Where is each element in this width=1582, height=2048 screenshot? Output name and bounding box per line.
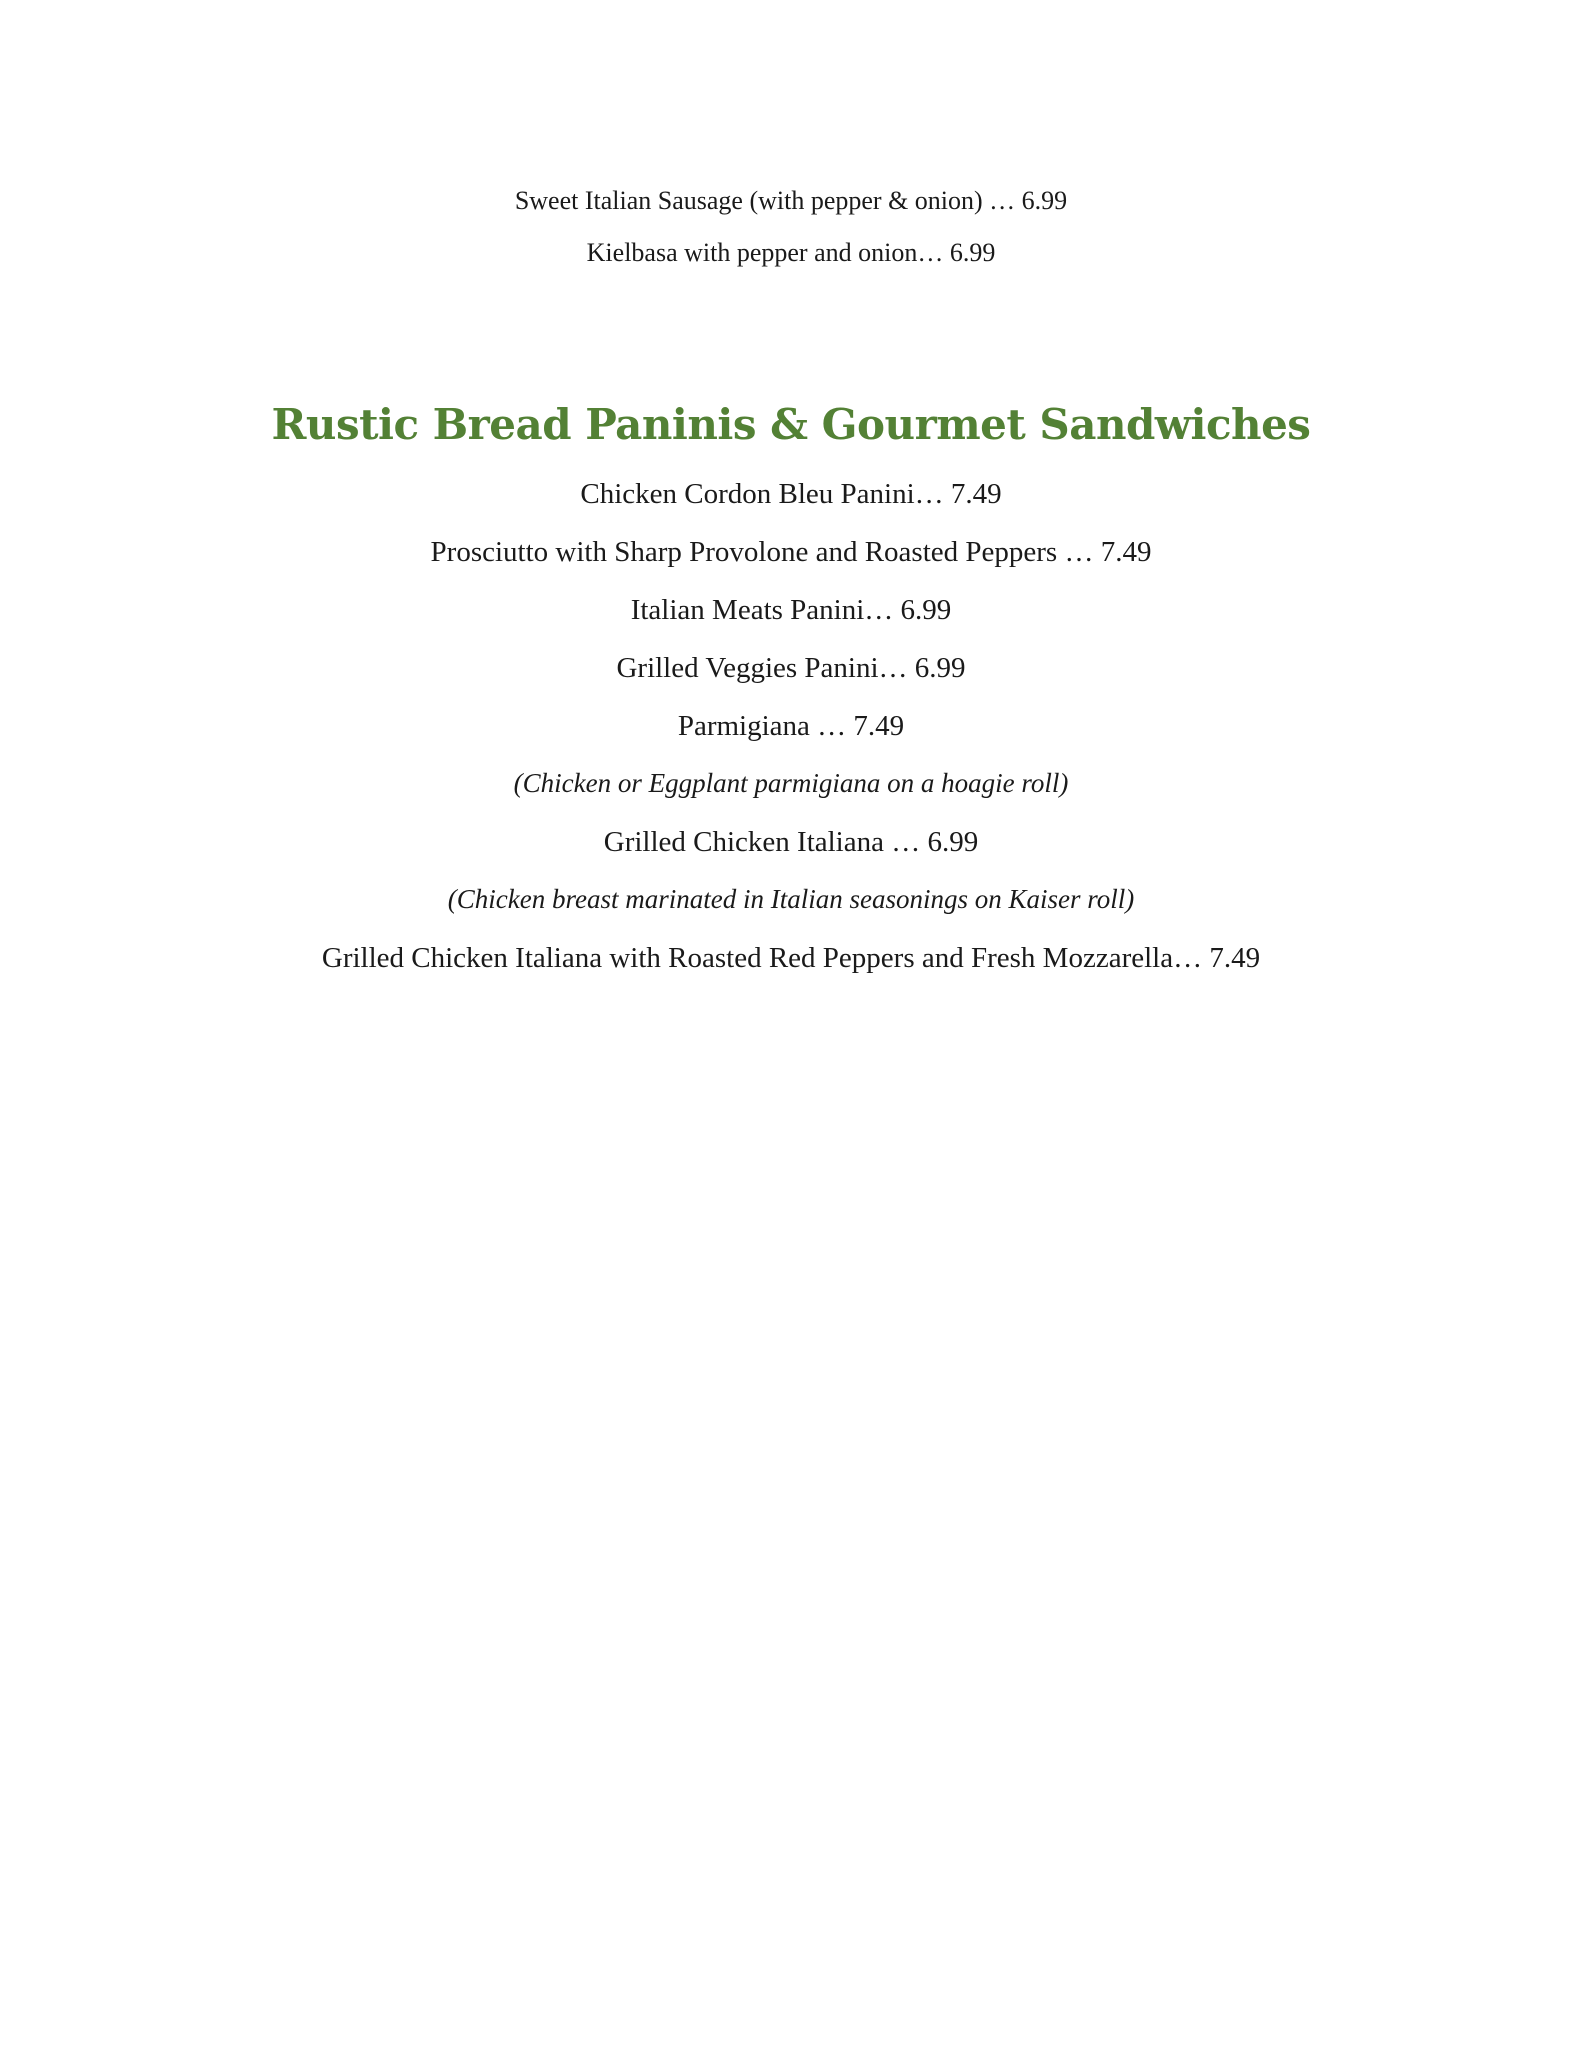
menu-item-parmigiana: Parmigiana … 7.49	[677, 710, 905, 742]
menu-item-chicken-cordon-bleu: Chicken Cordon Bleu Panini… 7.49	[580, 478, 1002, 510]
section-title: Rustic Bread Paninis & Gourmet Sandwiches	[271, 400, 1311, 449]
menu-item-grilled-chicken-italiana: Grilled Chicken Italiana … 6.99	[603, 826, 979, 858]
menu-item-prosciutto: Prosciutto with Sharp Provolone and Roasted Peppers … 7.49	[430, 536, 1152, 568]
menu-item-grilled-chicken-italiana-description: (Chicken breast marinated in Italian seasonings on Kaiser roll)	[447, 884, 1135, 914]
menu-item-grilled-chicken-italiana-peppers-mozzarella: Grilled Chicken Italiana with Roasted Red Peppers and Fresh Mozzarella… 7.49	[321, 942, 1261, 974]
menu-item-grilled-veggies: Grilled Veggies Panini… 6.99	[616, 652, 966, 684]
menu-item-kielbasa: Kielbasa with pepper and onion… 6.99	[586, 238, 996, 267]
menu-item-parmigiana-description: (Chicken or Eggplant parmigiana on a hoagie roll)	[513, 768, 1069, 798]
menu-item-italian-meats: Italian Meats Panini… 6.99	[630, 594, 952, 626]
menu-item-sweet-italian-sausage: Sweet Italian Sausage (with pepper & onion) … 6.99	[514, 186, 1068, 215]
